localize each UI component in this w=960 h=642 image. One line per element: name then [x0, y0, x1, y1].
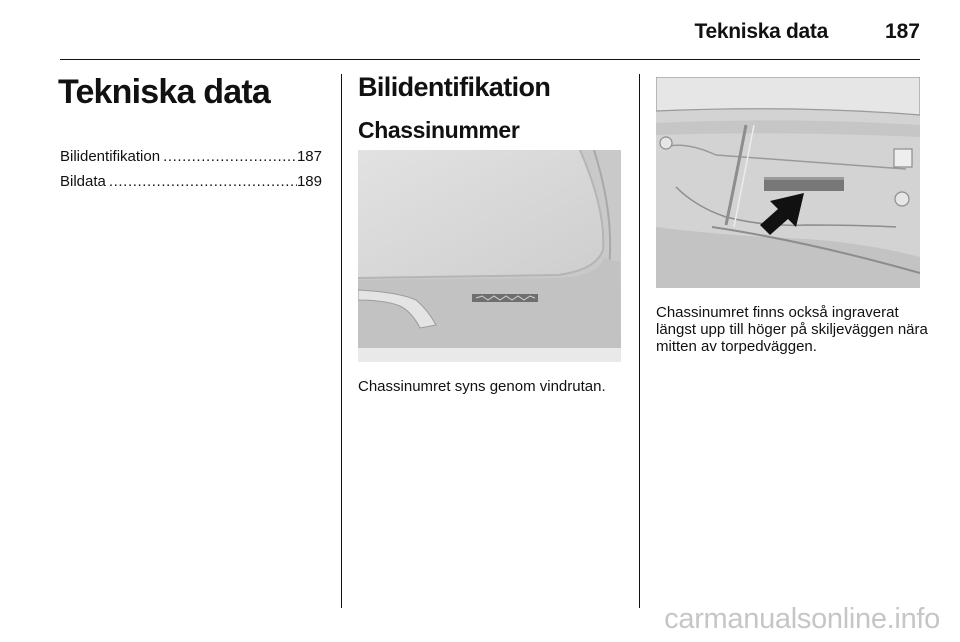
- windshield-caption: Chassinumret syns genom vindrutan.: [358, 378, 606, 395]
- column-divider-right: [639, 74, 640, 608]
- toc-entry-bilidentifikation[interactable]: [60, 148, 322, 173]
- firewall-vin-illustration: [656, 77, 920, 288]
- chapter-title: Tekniska data: [58, 73, 270, 111]
- table-of-contents: [60, 148, 322, 198]
- toc-entry-page: 187: [296, 148, 322, 165]
- section-title: Bilidentifikation: [358, 72, 551, 102]
- page-number: 187: [884, 20, 920, 43]
- header-title: Tekniska data: [694, 20, 828, 43]
- header-rule: [60, 59, 920, 60]
- toc-dot-leader: [160, 148, 297, 165]
- subsection-title: Chassinummer: [358, 117, 520, 143]
- column-divider-left: [341, 74, 342, 608]
- windshield-vin-illustration: [358, 150, 621, 362]
- toc-entry-page: 189: [296, 173, 322, 190]
- toc-entry-label: Bilidentifikation: [60, 148, 161, 165]
- firewall-caption: Chassinumret finns också ingraverat längst upp till höger på skiljeväggen nära mitten av torpedväggen.: [656, 304, 928, 355]
- toc-entry-bildata[interactable]: [60, 173, 322, 198]
- watermark: carmanualsonline.info: [664, 603, 940, 635]
- toc-dot-leader: [106, 173, 297, 190]
- toc-entry-label: Bildata: [60, 173, 106, 190]
